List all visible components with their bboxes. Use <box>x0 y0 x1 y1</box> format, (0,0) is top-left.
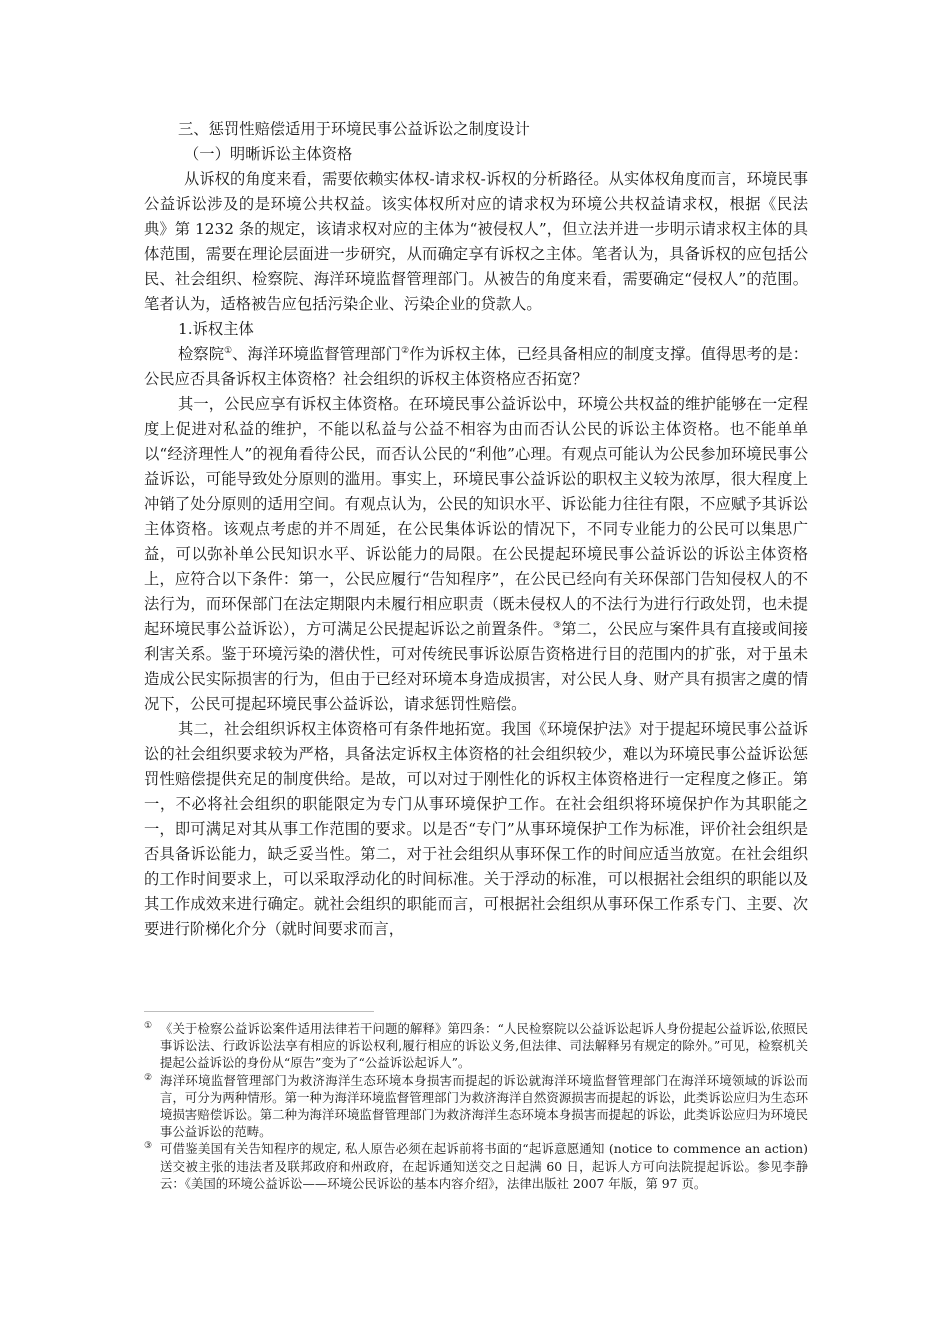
paragraph-4: 其二，社会组织诉权主体资格可有条件地拓宽。我国《环境保护法》对于提起环境民事公益诉讼的社会组织要求较为严格，具备法定诉权主体资格的社会组织较少，难以为环境民事公益诉讼惩罚性赔偿提供充足的制度供给。是故，可以对过于刚性化的诉权主体资格进行一定程度之修正。第一，不必将社会组织的职能限定为专门从事环境保护工作。在社会组织将环境保护作为其职能之一，即可满足对其从事工作范围的要求。以是否“专门”从事环境保护工作为标准，评价社会组织是否具备诉讼能力，缺乏妥当性。第二，对于社会组织从事环保工作的时间应适当放宽。在社会组织的工作时间要求上，可以采取浮动化的时间标准。关于浮动的标准，可以根据社会组织的职能以及其工作成效来进行确定。就社会组织的职能而言，可根据社会组织从事环保工作系专门、主要、次要进行阶梯化介分（就时间要求而言， <box>144 720 808 938</box>
footnote-1 <box>144 1020 808 1072</box>
footnote-1-text: 《关于检察公益诉讼案件适用法律若干问题的解释》第四条：“人民检察院以公益诉讼起诉人身份提起公益诉讼,依照民事诉讼法、行政诉讼法享有相应的诉讼权利,履行相应的诉讼义务,但法律、司法解释另有规定的除外。”可见，检察机关提起公益诉讼的身份从“原告”变为了“公益诉讼起诉人”。 <box>160 1021 808 1071</box>
heading-litigant-subject: 1.诉权主体 <box>178 320 254 338</box>
section-title: 三、惩罚性赔偿适用于环境民事公益诉讼之制度设计 <box>178 120 530 138</box>
paragraph-2 <box>144 342 808 392</box>
paragraph-2-text-c: 作为诉权主体，已经具备相应的制度支撑。值得思考的是：公民应否具备诉权主体资格？社会组织的诉权主体资格应否拓宽？ <box>144 345 808 388</box>
subsection-title: （一）明晰诉讼主体资格 <box>184 145 353 163</box>
footnote-ref-2[interactable]: ② <box>400 346 410 356</box>
paragraph-3 <box>144 392 808 717</box>
body-text <box>144 117 808 942</box>
footnote-3-text: 可借鉴美国有关告知程序的规定, 私人原告必须在起诉前将书面的“起诉意愿通知 (notice to commence an action)送交被主张的违法者及联邦政府和州政府，在起诉通知送交之日起满 60 日，起诉人方可向法院提起诉讼。参见李静云：《美国的环境公益诉讼——环境公民诉讼的基本内容介绍》，法律出版社 2007 年版，第 97 页。 <box>160 1141 808 1191</box>
footnote-2-text: 海洋环境监督管理部门为救济海洋生态环境本身损害而提起的诉讼就海洋环境监督管理部门在海洋环境领域的诉讼而言，可分为两种情形。第一种为海洋环境监督管理部门为救济海洋自然资源损害而提起的诉讼，此类诉讼应归为生态环境损害赔偿诉讼。第二种为海洋环境监督管理部门为救济海洋生态环境本身损害而提起的诉讼，此类诉讼应归为环境民事公益诉讼的范畴。 <box>160 1072 808 1140</box>
paragraph-3-text-b: 第二，公民应与案件具有直接或间接利害关系。鉴于环境污染的潜伏性，可对传统民事诉讼原告资格进行目的范围内的扩张，对于虽未造成公民实际损害的行为，但由于已经对环境本身造成损害，对公民人身、财产具有损害之虞的情况下，公民可提起环境民事公益诉讼，请求惩罚性赔偿。 <box>144 620 808 713</box>
footnote-2-mark: ② <box>144 1072 153 1083</box>
footnotes <box>144 1020 808 1192</box>
footnote-2 <box>144 1072 808 1141</box>
footnote-ref-1[interactable]: ① <box>224 346 233 356</box>
footnote-3 <box>144 1140 808 1192</box>
footnote-ref-3[interactable]: ③ <box>553 621 562 631</box>
footnote-1-mark: ① <box>144 1021 153 1031</box>
paragraph-2-text-b: 、海洋环境监督管理部门 <box>232 345 401 363</box>
paragraph-3-text-a: 其一，公民应享有诉权主体资格。在环境民事公益诉讼中，环境公共权益的维护能够在一定程度上促进对私益的维护，不能以私益与公益不相容为由而否认公民的诉讼主体资格。也不能单单以“经济理性人”的视角看待公民，而否认公民的“利他”心理。有观点可能认为公民参加环境民事公益诉讼，可能导致处分原则的滥用。事实上，环境民事公益诉讼的职权主义较为浓厚，很大程度上冲销了处分原则的适用空间。有观点认为，公民的知识水平、诉讼能力往往有限，不应赋予其诉讼主体资格。该观点考虑的并不周延，在公民集体诉讼的情况下，不同专业能力的公民可以集思广益，可以弥补单公民知识水平、诉讼能力的局限。在公民提起环境民事公益诉讼的诉讼主体资格上，应符合以下条件：第一，公民应履行“告知程序”，在公民已经向有关环保部门告知侵权人的不法行为，而环保部门在法定期限内未履行相应职责（既未侵权人的不法行为进行行政处罚，也未提起环境民事公益诉讼），方可满足公民提起诉讼之前置条件。 <box>144 395 808 638</box>
footnote-3-mark: ③ <box>144 1141 153 1152</box>
footnote-separator <box>144 1011 374 1012</box>
paragraph-1: 从诉权的角度来看，需要依赖实体权-请求权-诉权的分析路径。从实体权角度而言，环境民事公益诉讼涉及的是环境公共权益。该实体权所对应的请求权为环境公共权益请求权，根据《民法典》第 1232 条的规定，该请求权对应的主体为“被侵权人”，但立法并进一步明示请求权主体的具体范围，需要在理论层面进一步研究，从而确定享有诉权之主体。笔者认为，具备诉权的应包括公民、社会组织、检察院、海洋环境监督管理部门。从被告的角度来看，需要确定“侵权人”的范围。笔者认为，适格被告应包括污染企业、污染企业的贷款人。 <box>144 170 808 313</box>
paragraph-2-text-a: 检察院 <box>178 345 225 363</box>
